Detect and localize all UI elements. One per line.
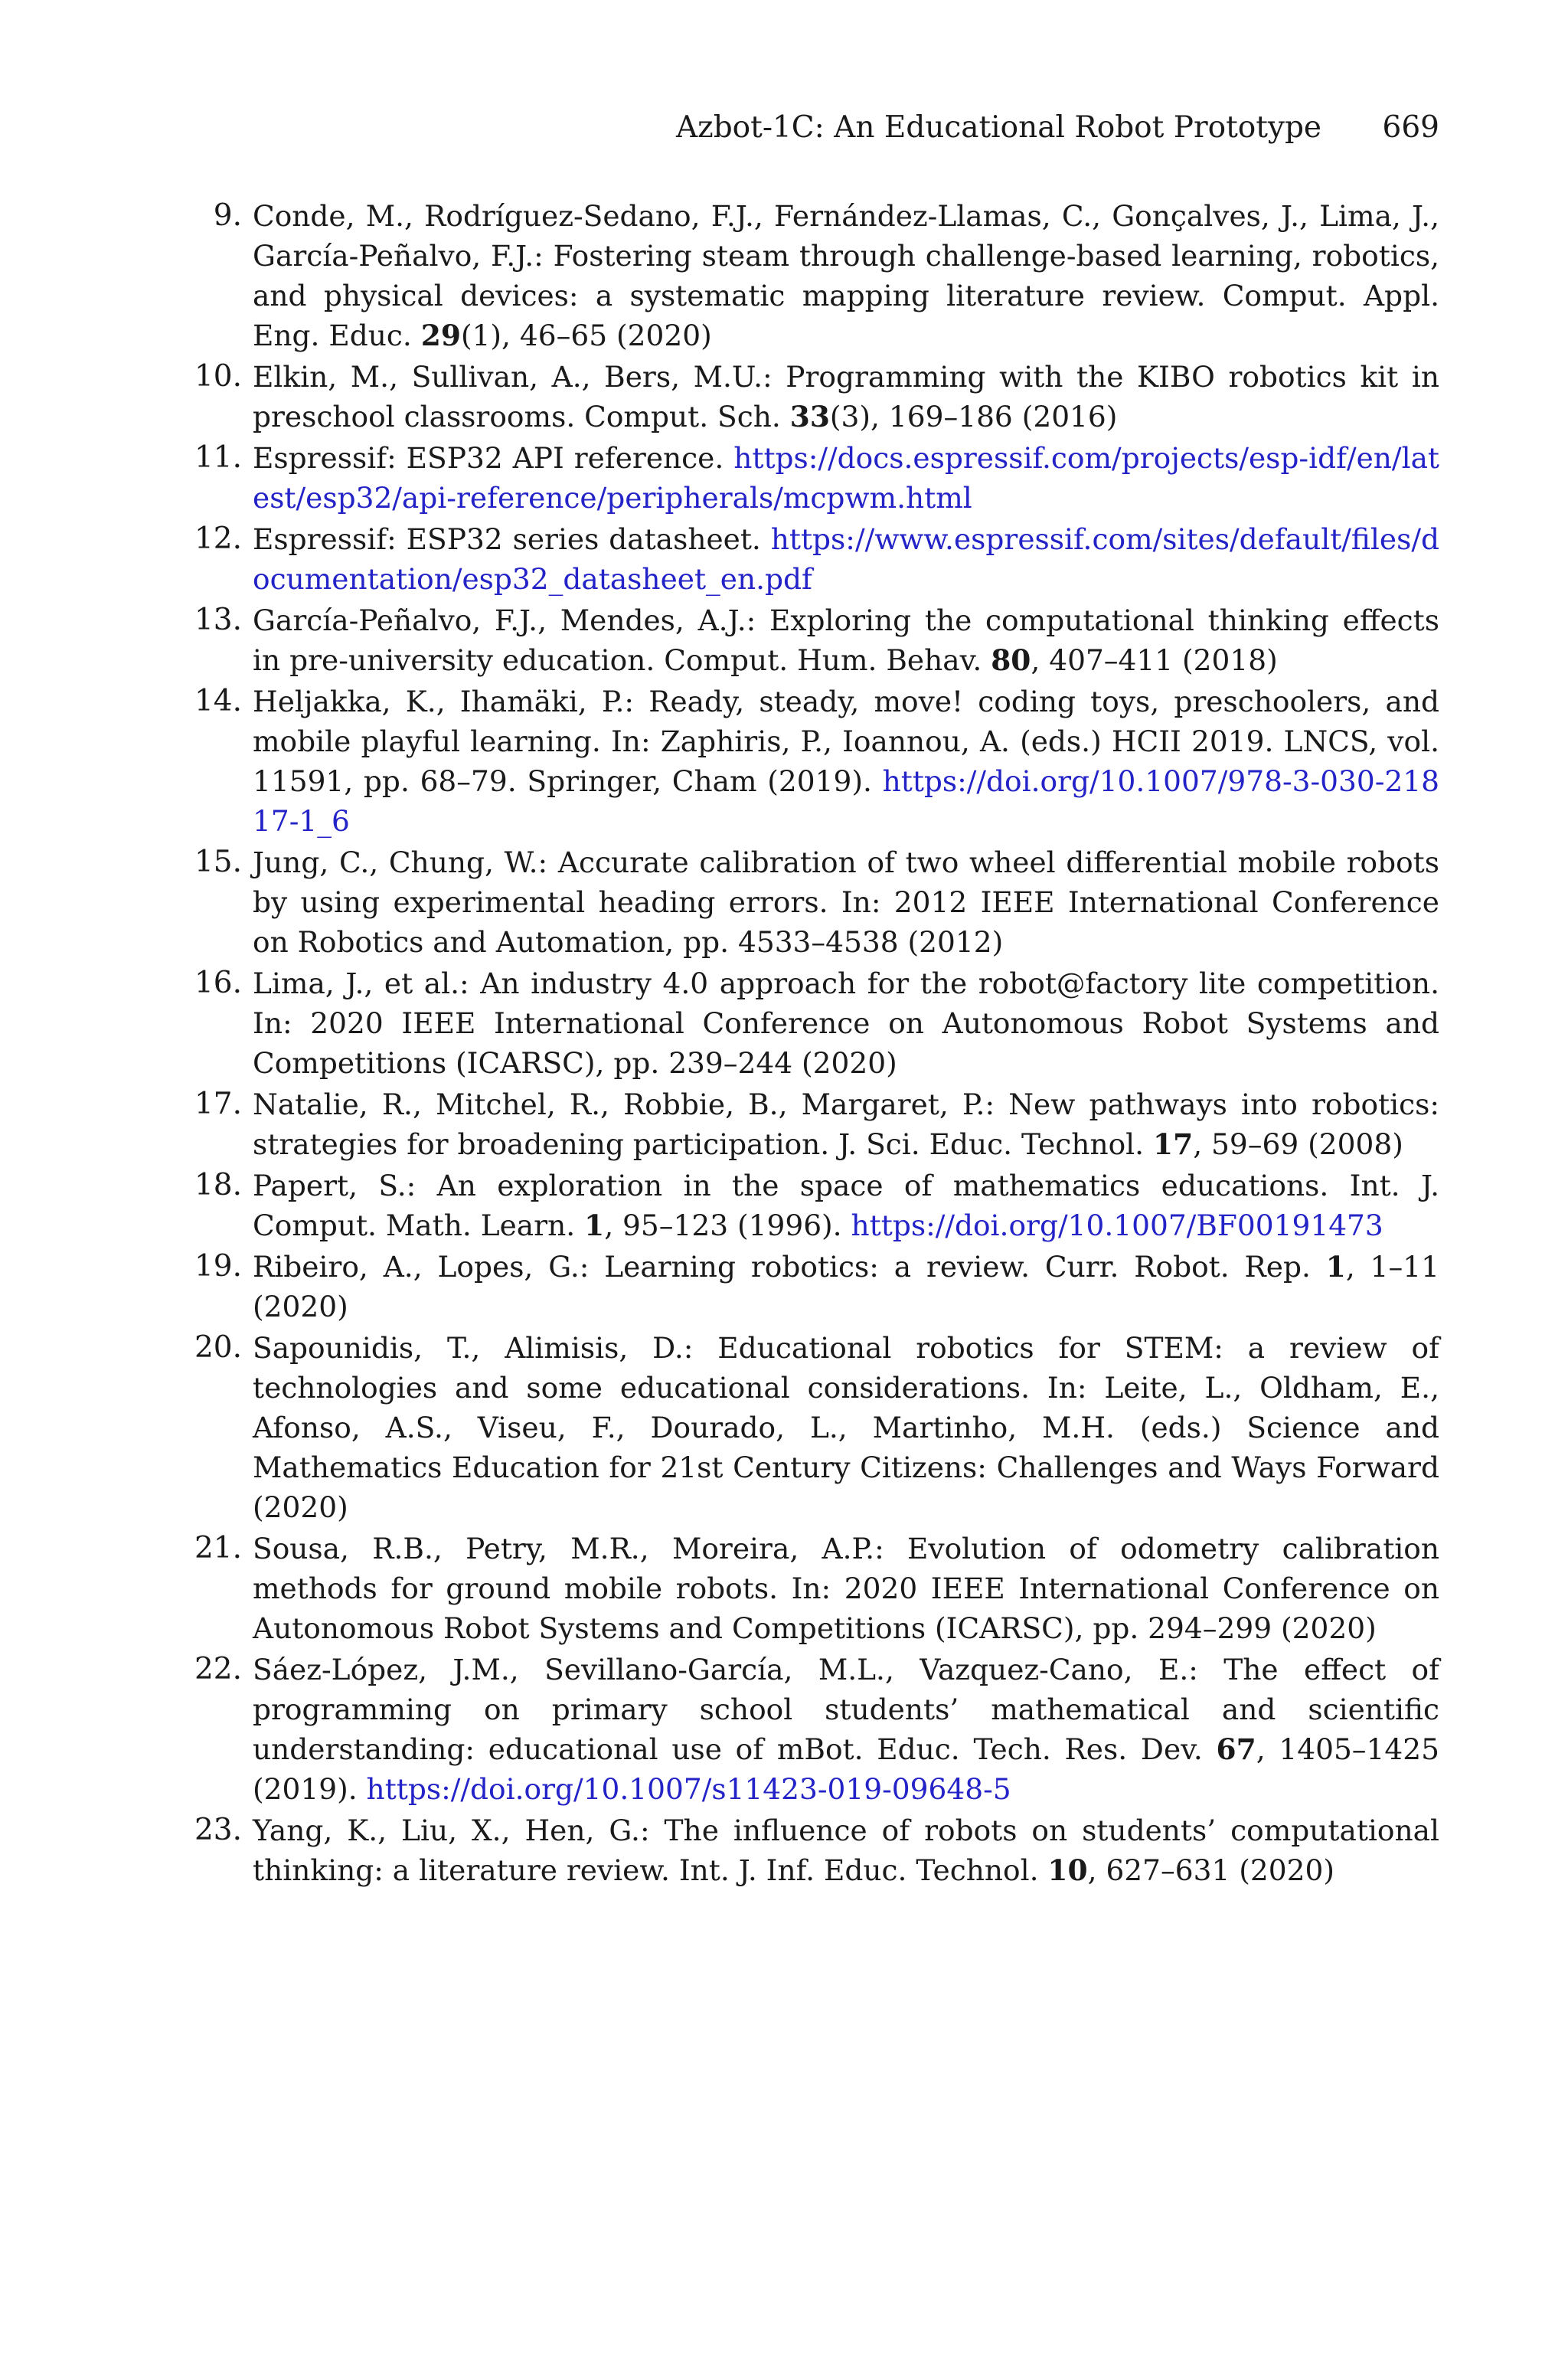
reference-volume: 29	[420, 319, 461, 352]
reference-volume: 80	[991, 643, 1031, 677]
reference-segment: Heljakka, K., Ihamäki, P.: Ready, steady, move! coding toys, preschoolers, and mobile playful learning. In: Zaphiris, P., Ioannou, A. (eds.) HCII 2019. LNCS, vol. 11591, pp. 68–79. Springer, Cham (2019).	[253, 685, 1439, 798]
reference-number: 18.	[194, 1168, 242, 1202]
reference-number: 22.	[194, 1652, 242, 1686]
reference-volume: 10	[1047, 1853, 1088, 1887]
reference-text	[253, 1650, 1439, 1809]
reference-item	[191, 1328, 1439, 1527]
reference-segment: Sapounidis, T., Alimisis, D.: Educational robotics for STEM: a review of technologies and some educational considerations. In: Leite, L., Oldham, E., Afonso, A.S., Viseu, F., Dourado, L., Martinho, M.H. (eds.) Science and Mathematics Education for 21st Century Citizens: Challenges and Ways Forward (2020)	[253, 1331, 1439, 1524]
reference-text	[253, 1529, 1439, 1648]
reference-text	[253, 682, 1439, 841]
reference-link[interactable]: https://doi.org/10.1007/BF00191473	[851, 1209, 1383, 1242]
reference-link[interactable]: https://docs.espressif.com/projects/esp-idf/en/latest/esp32/api-reference/peripherals/mcpwm.html	[253, 441, 1439, 515]
reference-item	[191, 519, 1439, 599]
reference-number: 10.	[194, 359, 242, 394]
reference-segment: Conde, M., Rodríguez-Sedano, F.J., Fernández-Llamas, C., Gonçalves, J., Lima, J., García-Peñalvo, F.J.: Fostering steam through challenge-based learning, robotics, and physical devices: a systematic mapping literature review. Comput. Appl. Eng. Educ.	[253, 199, 1439, 352]
reference-segment: Natalie, R., Mitchel, R., Robbie, B., Margaret, P.: New pathways into robotics: strategies for broadening participation. J. Sci. Educ. Technol.	[253, 1088, 1439, 1161]
page-number: 669	[1382, 110, 1439, 145]
reference-text	[253, 963, 1439, 1083]
reference-number: 14.	[194, 684, 242, 718]
reference-item	[191, 1810, 1439, 1890]
reference-volume: 33	[789, 400, 830, 433]
reference-number: 15.	[194, 845, 242, 879]
reference-volume: 17	[1153, 1127, 1194, 1161]
reference-segment: García-Peñalvo, F.J., Mendes, A.J.: Exploring the computational thinking effects in pre-university education. Comput. Hum. Behav.	[253, 603, 1439, 677]
reference-text	[253, 1328, 1439, 1527]
reference-link[interactable]: https://www.espressif.com/sites/default/files/documentation/esp32_datasheet_en.pdf	[253, 522, 1439, 596]
reference-number: 12.	[194, 522, 242, 556]
reference-segment: , 407–411 (2018)	[1031, 643, 1278, 677]
reference-item	[191, 1166, 1439, 1245]
reference-number: 19.	[194, 1249, 242, 1284]
reference-segment: Espressif: ESP32 API reference.	[253, 441, 734, 475]
reference-number: 16.	[194, 966, 242, 1000]
reference-number: 13.	[194, 603, 242, 637]
reference-segment: Papert, S.: An exploration in the space of mathematics educations. Int. J. Comput. Math. Learn.	[253, 1169, 1439, 1242]
reference-item	[191, 196, 1439, 355]
reference-text	[253, 438, 1439, 518]
reference-text	[253, 842, 1439, 962]
reference-segment: Jung, C., Chung, W.: Accurate calibration of two wheel differential mobile robots by using experimental heading errors. In: 2012 IEEE International Conference on Robotics and Automation, pp. 4533–4538 (2012)	[253, 846, 1439, 959]
running-title: Azbot-1C: An Educational Robot Prototype	[675, 110, 1321, 145]
reference-item	[191, 842, 1439, 962]
reference-item	[191, 600, 1439, 680]
reference-segment: Elkin, M., Sullivan, A., Bers, M.U.: Programming with the KIBO robotics kit in preschool classrooms. Comput. Sch.	[253, 360, 1439, 433]
reference-item	[191, 1650, 1439, 1809]
reference-item	[191, 963, 1439, 1083]
reference-number: 11.	[194, 440, 242, 475]
reference-volume: 1	[584, 1209, 605, 1242]
reference-number: 17.	[194, 1087, 242, 1121]
reference-list	[191, 196, 1439, 1892]
reference-link[interactable]: https://doi.org/10.1007/978-3-030-21817-1_6	[253, 764, 1439, 838]
reference-item	[191, 682, 1439, 841]
reference-segment: Espressif: ESP32 series datasheet.	[253, 522, 771, 556]
reference-text	[253, 600, 1439, 680]
reference-volume: 1	[1325, 1250, 1346, 1284]
reference-text	[253, 519, 1439, 599]
reference-item	[191, 1247, 1439, 1326]
reference-text	[253, 1810, 1439, 1890]
reference-segment: , 627–631 (2020)	[1087, 1853, 1334, 1887]
reference-item	[191, 438, 1439, 518]
reference-segment: , 59–69 (2008)	[1193, 1127, 1403, 1161]
reference-segment: Lima, J., et al.: An industry 4.0 approach for the robot@factory lite competition. In: 2020 IEEE International Conference on Autonomous Robot Systems and Competitions (ICARSC), pp. 239–244 (2020)	[253, 967, 1439, 1080]
reference-text	[253, 1084, 1439, 1164]
reference-text	[253, 1166, 1439, 1245]
reference-segment: Sáez-López, J.M., Sevillano-García, M.L., Vazquez-Cano, E.: The effect of programming on primary school students’ mathematical and scientific understanding: educational use of mBot. Educ. Tech. Res. Dev.	[253, 1653, 1439, 1766]
reference-volume: 67	[1216, 1732, 1256, 1766]
reference-number: 21.	[194, 1531, 242, 1565]
reference-segment: , 95–123 (1996).	[604, 1209, 851, 1242]
reference-segment: (3), 169–186 (2016)	[829, 400, 1118, 433]
page-header	[253, 107, 1439, 149]
reference-item	[191, 1529, 1439, 1648]
reference-segment: Sousa, R.B., Petry, M.R., Moreira, A.P.: Evolution of odometry calibration methods for ground mobile robots. In: 2020 IEEE International Conference on Autonomous Robot Systems and Competitions (ICARSC), pp. 294–299 (2020)	[253, 1532, 1439, 1645]
reference-number: 9.	[213, 198, 242, 233]
reference-segment: (1), 46–65 (2020)	[460, 319, 712, 352]
reference-item	[191, 357, 1439, 437]
reference-number: 23.	[194, 1813, 242, 1847]
reference-segment: Yang, K., Liu, X., Hen, G.: The influence of robots on students’ computational thinking: a literature review. Int. J. Inf. Educ. Technol.	[253, 1814, 1439, 1887]
reference-segment: , 1405–1425 (2019).	[253, 1732, 1439, 1806]
reference-segment: Ribeiro, A., Lopes, G.: Learning robotics: a review. Curr. Robot. Rep.	[253, 1250, 1326, 1284]
reference-number: 20.	[194, 1330, 242, 1365]
reference-link[interactable]: https://doi.org/10.1007/s11423-019-09648-5	[366, 1772, 1011, 1806]
reference-text	[253, 196, 1439, 355]
reference-item	[191, 1084, 1439, 1164]
reference-segment: , 1–11 (2020)	[253, 1250, 1439, 1323]
reference-text	[253, 357, 1439, 437]
reference-text	[253, 1247, 1439, 1326]
